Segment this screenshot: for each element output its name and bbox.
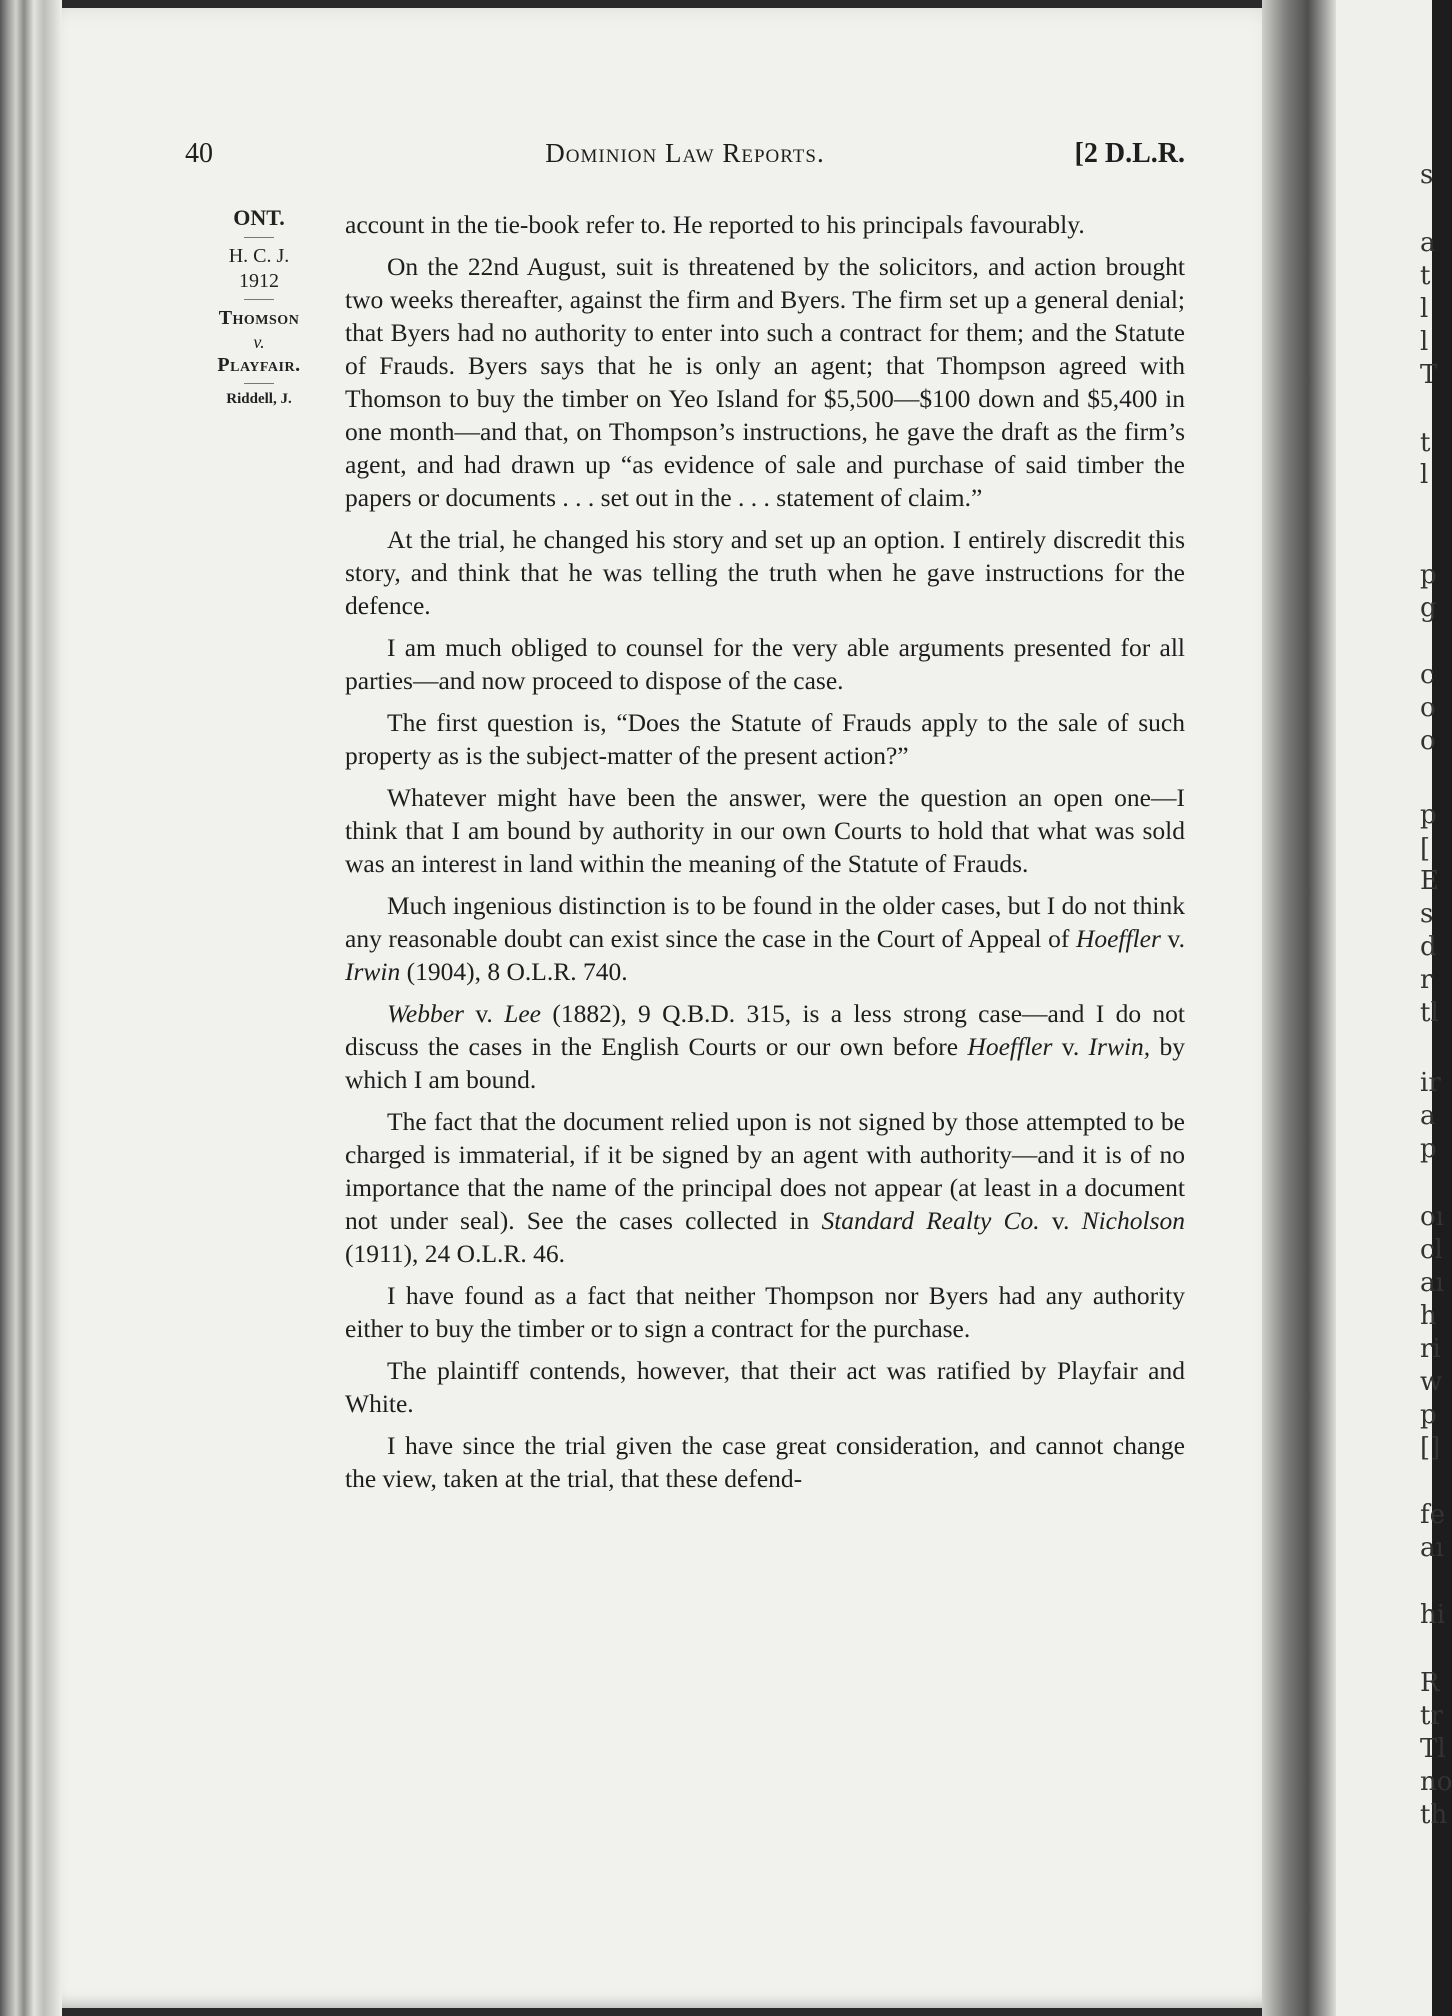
facing-fragment: o xyxy=(1420,693,1436,723)
paragraph: The first question is, “Does the Statute of Frauds apply to the sale of such property as is the subject-matter of the present action?” xyxy=(345,708,1185,770)
text-run: v. xyxy=(1160,924,1185,953)
facing-page-edge xyxy=(1336,0,1452,2016)
facing-fragment: Tl xyxy=(1420,1734,1446,1764)
text-run: by which I am bound. xyxy=(345,1032,1185,1094)
margin-divider xyxy=(244,237,274,238)
case-name: Hoeffler xyxy=(967,1032,1053,1061)
book-binding-edge xyxy=(0,0,62,2016)
paragraph: I am much obliged to counsel for the very able arguments presented for all parties—and now proceed to dispose of the case. xyxy=(345,633,1185,695)
facing-fragment: p xyxy=(1420,560,1437,590)
facing-fragment: oı xyxy=(1420,1202,1444,1232)
facing-fragment: fe xyxy=(1420,1500,1446,1530)
facing-fragment: ir xyxy=(1420,1068,1441,1098)
facing-fragment: [] xyxy=(1420,1433,1441,1463)
margin-division: H. C. J. xyxy=(228,244,290,267)
text-run: (1904), 8 O.L.R. 740. xyxy=(400,957,628,986)
facing-fragment: l xyxy=(1420,294,1429,324)
body-text xyxy=(345,208,1185,1504)
text-run: v. xyxy=(1052,1032,1089,1061)
volume-reference: [2 D.L.R. xyxy=(1074,138,1185,169)
facing-fragment: cl xyxy=(1420,1235,1443,1265)
text-run: v. xyxy=(1039,1206,1082,1235)
paragraph: I have found as a fact that neither Thompson nor Byers had any authority either to buy the timber or to sign a contract for the purchase. xyxy=(345,1281,1185,1343)
facing-fragment: a xyxy=(1420,1101,1436,1131)
facing-fragment: l xyxy=(1420,327,1429,357)
case-name: Webber xyxy=(387,999,464,1028)
facing-fragment: h xyxy=(1420,1301,1437,1331)
page-number: 40 xyxy=(185,138,213,169)
facing-fragment: aı xyxy=(1420,1268,1444,1298)
paragraph xyxy=(345,997,1185,1096)
facing-fragment: a xyxy=(1420,228,1436,258)
text-run: v. xyxy=(463,999,505,1028)
facing-fragment: tl xyxy=(1420,998,1439,1028)
margin-court: ONT. xyxy=(233,205,285,230)
facing-fragment: g xyxy=(1420,593,1437,623)
facing-fragment: w xyxy=(1420,1367,1443,1397)
paragraph: I have since the trial given the case great consideration, and cannot change the view, taken at the trial, that these defend- xyxy=(345,1431,1185,1493)
case-name: Irwin xyxy=(345,957,401,986)
margin-divider xyxy=(244,299,274,300)
facing-fragment: no xyxy=(1420,1767,1452,1797)
running-title: Dominion Law Reports. xyxy=(545,138,825,168)
text-run: (1882), 9 Q.B.D. 315, is a less strong case—and I do not discuss the cases in the English Courts or our own before xyxy=(345,999,1185,1061)
facing-fragment: o xyxy=(1420,726,1436,756)
paragraph: account in the tie-book refer to. He reported to his principals favourably. xyxy=(345,210,1085,239)
facing-fragment: R xyxy=(1420,1668,1440,1698)
margin-divider xyxy=(244,383,274,384)
facing-fragment: [ xyxy=(1420,834,1431,864)
margin-notes xyxy=(208,204,310,409)
paragraph: The plaintiff contends, however, that their act was ratified by Playfair and White. xyxy=(345,1356,1185,1418)
facing-fragment: c xyxy=(1420,660,1435,690)
case-name: Hoeffler xyxy=(1075,924,1161,953)
facing-fragment: T xyxy=(1420,360,1438,390)
facing-fragment: t xyxy=(1420,261,1431,291)
facing-fragment: r xyxy=(1420,965,1433,995)
facing-fragment: tr xyxy=(1420,1701,1443,1731)
facing-fragment: s xyxy=(1420,160,1434,190)
margin-year: 1912 xyxy=(239,269,279,292)
facing-fragment: th xyxy=(1420,1800,1448,1830)
paragraph: At the trial, he changed his story and set up an option. I entirely discredit this story, and think that he was telling the truth when he gave instructions for the defence. xyxy=(345,525,1185,620)
facing-fragment: p xyxy=(1420,800,1437,830)
book-gutter xyxy=(1262,0,1336,2016)
facing-fragment: E xyxy=(1420,866,1439,896)
case-name: Lee xyxy=(504,999,541,1028)
facing-fragment: p xyxy=(1420,1134,1437,1164)
facing-fragment: aı xyxy=(1420,1533,1444,1563)
page-header xyxy=(185,138,1185,178)
facing-fragment: t xyxy=(1420,428,1431,458)
case-name: Standard Realty Co. xyxy=(821,1206,1040,1235)
case-name: Irwin, xyxy=(1088,1032,1151,1061)
facing-fragment: hi xyxy=(1420,1600,1446,1630)
margin-judge: Riddell, J. xyxy=(226,391,292,407)
facing-fragment: l xyxy=(1420,460,1429,490)
text-run: The fact that the document relied upon is not signed by those attempted to be charged is immaterial, if it be signed by an agent with authority—and it is of no importance that the name of the principal does not appear (at least in a document not under seal). See the cases collected in xyxy=(345,1107,1185,1235)
paragraph: On the 22nd August, suit is threatened by the solicitors, and action brought two weeks thereafter, against the firm and Byers. The firm set up a general denial; that Byers had no authority to enter into such a contract for them; and the Statute of Frauds. Byers says that he is only an agent; that Thompson agreed with Thomson to buy the timber on Yeo Island for $5,500—$100 down and $5,400 in one month—and that, on Thompson’s instructions, he gave the draft as the firm’s agent, and had drawn up “as evidence of sale and purchase of said timber the papers or documents . . . set out in the . . . statement of claim.” xyxy=(345,252,1185,512)
facing-fragment: ri xyxy=(1420,1334,1441,1364)
text-run: Much ingenious distinction is to be found in the older cases, but I do not think any reasonable doubt can exist since the case in the Court of Appeal of xyxy=(345,891,1185,953)
paragraph: Whatever might have been the answer, were the question an open one—I think that I am bound by authority in our own Courts to hold that what was sold was an interest in land within the meaning of the Statute of Frauds. xyxy=(345,783,1185,878)
facing-fragment: p xyxy=(1420,1400,1437,1430)
text-run: (1911), 24 O.L.R. 46. xyxy=(345,1239,566,1268)
facing-fragment: s xyxy=(1420,899,1434,929)
paragraph xyxy=(345,1105,1185,1270)
paragraph xyxy=(345,889,1185,988)
margin-party-two: Playfair. xyxy=(217,354,301,376)
case-name: Nicholson xyxy=(1081,1206,1185,1235)
facing-fragment: d xyxy=(1420,932,1437,962)
margin-versus: v. xyxy=(253,331,265,352)
margin-party-one: Thomson xyxy=(218,306,300,329)
